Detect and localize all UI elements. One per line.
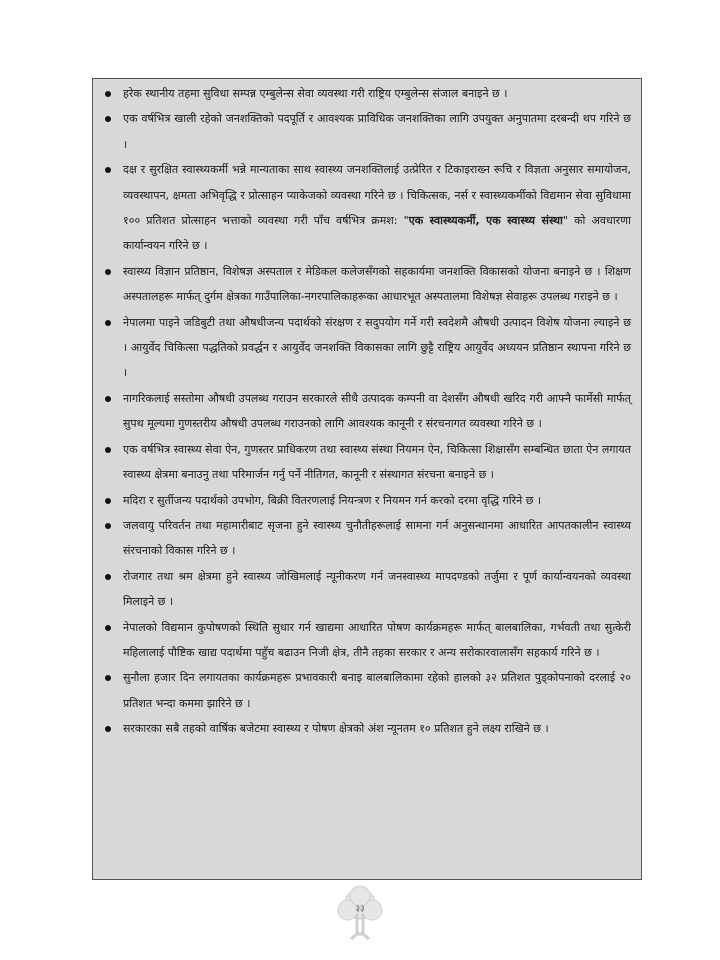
item-text: रोजगार तथा श्रम क्षेत्रमा हुने स्वास्थ्य जोखिमलाई न्यूनीकरण गर्न जनस्वास्थ्य मापदण्डको तर्जुमा र पूर्ण कार्यान्वयनको व्यवस्था मिलाइने छ ।	[123, 569, 631, 609]
content-box	[92, 78, 642, 880]
list-item	[105, 81, 631, 106]
bullet-icon	[105, 396, 111, 402]
item-text: नागरिकलाई सस्तोमा औषधी उपलब्ध गराउन सरकारले सीधै उत्पादक कम्पनी वा देशसँग औषधी खरिद गरी आफ्नै फार्मेसी मार्फत् सुपथ मूल्यमा गुणस्तरीय औषधी उपलब्ध गराउनको लागि आवश्यक कानूनी र संरचनागत व्यवस्था गरिने छ ।	[123, 391, 631, 431]
bullet-icon	[105, 675, 111, 681]
bullet-icon	[105, 726, 111, 732]
list-item	[105, 615, 631, 666]
bullet-icon	[105, 498, 111, 504]
list-item	[105, 310, 631, 386]
item-text: हरेक स्थानीय तहमा सुविधा सम्पन्न एम्बुलेन्स सेवा व्यवस्था गरी राष्ट्रिय एम्बुलेन्स संजाल बनाइने छ ।	[123, 87, 508, 100]
item-text: एक वर्षभित्र खाली रहेको जनशक्तिको पदपूर्ति र आवश्यक प्राविधिक जनशक्तिका लागि उपयुक्त अनुपातमा दरबन्दी थप गरिने छ ।	[123, 112, 631, 151]
item-text: मदिरा र सुर्तीजन्य पदार्थको उपभोग, बिक्री वितरणलाई नियन्त्रण र नियमन गर्न करको दरमा वृद्धि गरिने छ ।	[123, 493, 542, 507]
bullet-icon	[105, 116, 111, 122]
item-text: स्वास्थ्य विज्ञान प्रतिष्ठान, विशेषज्ञ अस्पताल र मेडिकल कलेजसँगको सहकार्यमा जनशक्ति विकासको योजना बनाइने छ । शिक्षण अस्पतालहरू मार्फत् दुर्गम क्षेत्रका गाउँपालिका-नगरपालिकाहरूका आधारभूत अस्पतालमा विशेषज्ञ सेवाहरू उपलब्ध गराइने छ ।	[123, 264, 631, 304]
item-text: एक वर्षभित्र स्वास्थ्य सेवा ऐन, गुणस्तर प्राधिकरण तथा स्वास्थ्य संस्था नियमन ऐन, चिकित्सा शिक्षासँग सम्बन्धित छाता ऐन लगायत स्वास्थ्य क्षेत्रमा बनाउनु तथा परिमार्जन गर्नु पर्ने नीतिगत, कानूनी र संस्थागत संरचना बनाइने छ ।	[123, 442, 631, 482]
list-item	[105, 564, 631, 615]
list-item	[105, 259, 631, 310]
item-text-after: " को अवधारणा कार्यान्वयन गरिने छ ।	[123, 214, 631, 253]
bullet-icon	[105, 320, 111, 326]
list-item	[105, 716, 631, 741]
bullet-list	[105, 81, 631, 742]
item-text: जलवायु परिवर्तन तथा महामारीबाट सृजना हुने स्वास्थ्य चुनौतीहरूलाई सामना गर्न अनुसन्धानमा आधारित आपतकालीन स्वास्थ्य संरचनाको विकास गरिने छ ।	[123, 518, 631, 558]
list-item	[105, 488, 631, 513]
list-item	[105, 386, 631, 437]
bullet-icon	[105, 91, 111, 97]
bullet-icon	[105, 625, 111, 631]
item-text: सुनौला हजार दिन लगायतका कार्यक्रमहरू प्रभावकारी बनाइ बालबालिकामा रहेको हालको ३२ प्रतिशत पुड्कोपनाको दरलाई २० प्रतिशत भन्दा कममा झारिने छ ।	[123, 671, 631, 710]
bullet-icon	[105, 447, 111, 453]
page-footer	[330, 884, 390, 942]
page-number: ३३	[355, 904, 365, 914]
item-text-bold: एक स्वास्थ्यकर्मी, एक स्वास्थ्य संस्था	[408, 214, 563, 228]
item-text: नेपालमा पाइने जडिबुटी तथा औषधीजन्य पदार्थको संरक्षण र सदुपयोग गर्ने गरी स्वदेशमै औषधी उत्पादन विशेष योजना ल्याइने छ । आयुर्वेद चिकित्सा पद्धतिको प्रवर्द्धन र आयुर्वेद जनशक्ति विकासका लागि छुट्टै राष्ट्रिय आयुर्वेद अध्ययन प्रतिष्ठान स्थापना गरिने छ ।	[123, 315, 631, 380]
item-text: सरकारका सबै तहको वार्षिक बजेटमा स्वास्थ्य र पोषण क्षेत्रको अंश न्यूनतम १० प्रतिशत हुने लक्ष्य राखिने छ ।	[123, 722, 549, 736]
list-item	[105, 513, 631, 564]
bullet-icon	[105, 167, 111, 173]
list-item	[105, 665, 631, 716]
bullet-icon	[105, 269, 111, 275]
bullet-icon	[105, 523, 111, 529]
list-item	[105, 157, 631, 259]
list-item	[105, 437, 631, 488]
list-item	[105, 106, 631, 157]
bullet-icon	[105, 574, 111, 580]
item-text-before: दक्ष र सुरक्षित स्वास्थ्यकर्मी भन्ने मान्यताका साथ स्वास्थ्य जनशक्तिलाई उत्प्रेरित र टिकाइराख्न रूचि र विज्ञता अनुसार समायोजन, व्यवस्थापन, क्षमता अभिवृद्धि र प्रोत्साहन प्याकेजको व्यवस्था गरिने छ । चिकित्सक, नर्स र स्वास्थ्यकर्मीको विद्यमान सेवा सुविधामा १०० प्रतिशत प्रोत्साहन भत्ताको व्यवस्था गरी पाँच वर्षभित्र क्रमश: "	[123, 163, 631, 228]
item-text: नेपालको विद्यमान कुपोषणको स्थिति सुधार गर्न खाद्यमा आधारित पोषण कार्यक्रमहरू मार्फत् बालबालिका, गर्भवती तथा सुत्केरी महिलालाई पौष्टिक खाद्य पदार्थमा पहुँच बढाउन निजी क्षेत्र, तीनै तहका सरकार र अन्य सरोकारवालासँग सहकार्य गरिने छ ।	[123, 620, 631, 659]
